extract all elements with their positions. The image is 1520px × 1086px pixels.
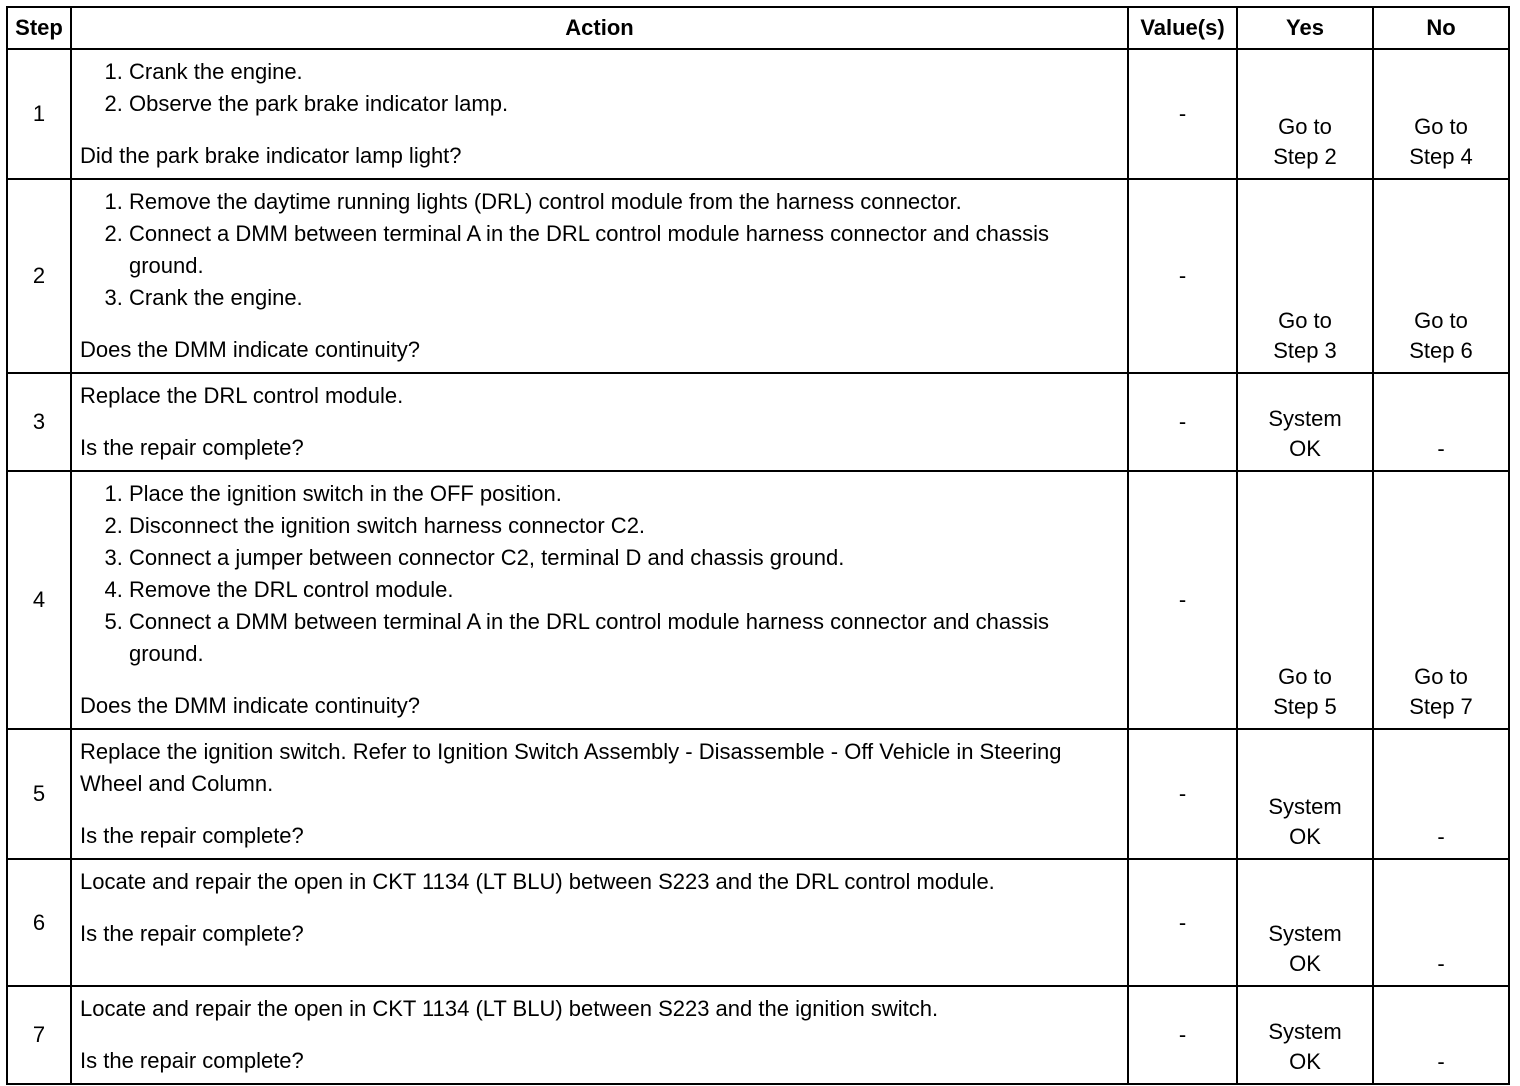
table-body — [7, 49, 1509, 1084]
action-step-list — [80, 478, 1119, 670]
action-question: Is the repair complete? — [80, 435, 304, 460]
values-cell: - — [1128, 986, 1237, 1084]
action-cell — [71, 49, 1128, 179]
action-question: Does the DMM indicate continuity? — [80, 693, 420, 718]
header-yes: Yes — [1237, 7, 1373, 49]
no-cell — [1373, 859, 1509, 986]
no-line: - — [1437, 436, 1445, 461]
table-row — [7, 373, 1509, 471]
yes-cell — [1237, 49, 1373, 179]
yes-line: OK — [1289, 436, 1321, 461]
action-step-item: 3. Connect a jumper between connector C2, terminal D and chassis ground. — [129, 542, 1119, 574]
yes-line: Go to — [1278, 664, 1332, 689]
header-row — [7, 7, 1509, 49]
table-row — [7, 179, 1509, 373]
values-cell: - — [1128, 179, 1237, 373]
yes-line: Go to — [1278, 308, 1332, 333]
values-cell: - — [1128, 859, 1237, 986]
action-question: Did the park brake indicator lamp light? — [80, 143, 462, 168]
table-row — [7, 986, 1509, 1084]
no-line: Step 7 — [1409, 694, 1473, 719]
header-no: No — [1373, 7, 1509, 49]
no-line: Go to — [1414, 114, 1468, 139]
no-cell — [1373, 373, 1509, 471]
yes-line: System — [1268, 406, 1342, 431]
header-step: Step — [7, 7, 71, 49]
step-number: 7 — [7, 986, 71, 1084]
yes-line: Step 5 — [1273, 694, 1337, 719]
header-values: Value(s) — [1128, 7, 1237, 49]
table-row — [7, 471, 1509, 729]
table-row — [7, 859, 1509, 986]
action-cell — [71, 986, 1128, 1084]
step-number: 1 — [7, 49, 71, 179]
no-line: - — [1437, 1049, 1445, 1074]
yes-line: Step 2 — [1273, 144, 1337, 169]
action-step-item: 2. Observe the park brake indicator lamp. — [129, 88, 1119, 120]
no-line: - — [1437, 951, 1445, 976]
action-question: Is the repair complete? — [80, 823, 304, 848]
yes-line: OK — [1289, 1049, 1321, 1074]
no-line — [1374, 1017, 1508, 1047]
step-number: 6 — [7, 859, 71, 986]
action-question: Does the DMM indicate continuity? — [80, 337, 420, 362]
values-cell: - — [1128, 471, 1237, 729]
action-cell — [71, 179, 1128, 373]
no-cell — [1373, 729, 1509, 859]
no-line — [1374, 792, 1508, 822]
action-instruction: Replace the DRL control module. — [80, 383, 404, 408]
action-step-list — [80, 186, 1119, 314]
action-step-item: 2. Disconnect the ignition switch harness connector C2. — [129, 510, 1119, 542]
yes-line: Step 3 — [1273, 338, 1337, 363]
yes-cell — [1237, 986, 1373, 1084]
action-step-list — [80, 56, 1119, 120]
yes-cell — [1237, 179, 1373, 373]
values-cell: - — [1128, 373, 1237, 471]
action-cell — [71, 729, 1128, 859]
step-number: 5 — [7, 729, 71, 859]
yes-line: System — [1268, 1019, 1342, 1044]
no-line: Step 6 — [1409, 338, 1473, 363]
action-step-item: 1. Crank the engine. — [129, 56, 1119, 88]
action-question: Is the repair complete? — [80, 1048, 304, 1073]
yes-cell — [1237, 859, 1373, 986]
step-number: 3 — [7, 373, 71, 471]
no-line: Go to — [1414, 308, 1468, 333]
no-line — [1374, 919, 1508, 949]
no-line — [1374, 404, 1508, 434]
diagnostic-table — [6, 6, 1510, 1085]
action-cell — [71, 859, 1128, 986]
values-cell: - — [1128, 49, 1237, 179]
no-line: Go to — [1414, 664, 1468, 689]
yes-cell — [1237, 729, 1373, 859]
no-cell — [1373, 49, 1509, 179]
no-cell — [1373, 471, 1509, 729]
action-instruction: Locate and repair the open in CKT 1134 (LT BLU) between S223 and the ignition switch. — [80, 996, 939, 1021]
header-action: Action — [71, 7, 1128, 49]
action-step-item: 3. Crank the engine. — [129, 282, 1119, 314]
no-cell — [1373, 179, 1509, 373]
no-line: - — [1437, 824, 1445, 849]
action-cell — [71, 373, 1128, 471]
action-step-item: 1. Remove the daytime running lights (DRL) control module from the harness connector. — [129, 186, 1119, 218]
no-cell — [1373, 986, 1509, 1084]
action-step-item: 2. Connect a DMM between terminal A in the DRL control module harness connector and chassis ground. — [129, 218, 1119, 282]
yes-cell — [1237, 471, 1373, 729]
action-step-item: 4. Remove the DRL control module. — [129, 574, 1119, 606]
values-cell: - — [1128, 729, 1237, 859]
action-step-item: 1. Place the ignition switch in the OFF position. — [129, 478, 1119, 510]
yes-line: OK — [1289, 951, 1321, 976]
action-instruction: Locate and repair the open in CKT 1134 (LT BLU) between S223 and the DRL control module. — [80, 869, 995, 894]
yes-cell — [1237, 373, 1373, 471]
action-cell — [71, 471, 1128, 729]
yes-line: System — [1268, 794, 1342, 819]
action-question: Is the repair complete? — [80, 921, 304, 946]
yes-line: Go to — [1278, 114, 1332, 139]
yes-line: OK — [1289, 824, 1321, 849]
table-row — [7, 729, 1509, 859]
step-number: 4 — [7, 471, 71, 729]
no-line: Step 4 — [1409, 144, 1473, 169]
yes-line: System — [1268, 921, 1342, 946]
action-instruction: Replace the ignition switch. Refer to Ignition Switch Assembly - Disassemble - Off Vehicle in Steering Wheel and Column. — [80, 739, 1062, 796]
table-row — [7, 49, 1509, 179]
action-step-item: 5. Connect a DMM between terminal A in the DRL control module harness connector and chassis ground. — [129, 606, 1119, 670]
step-number: 2 — [7, 179, 71, 373]
